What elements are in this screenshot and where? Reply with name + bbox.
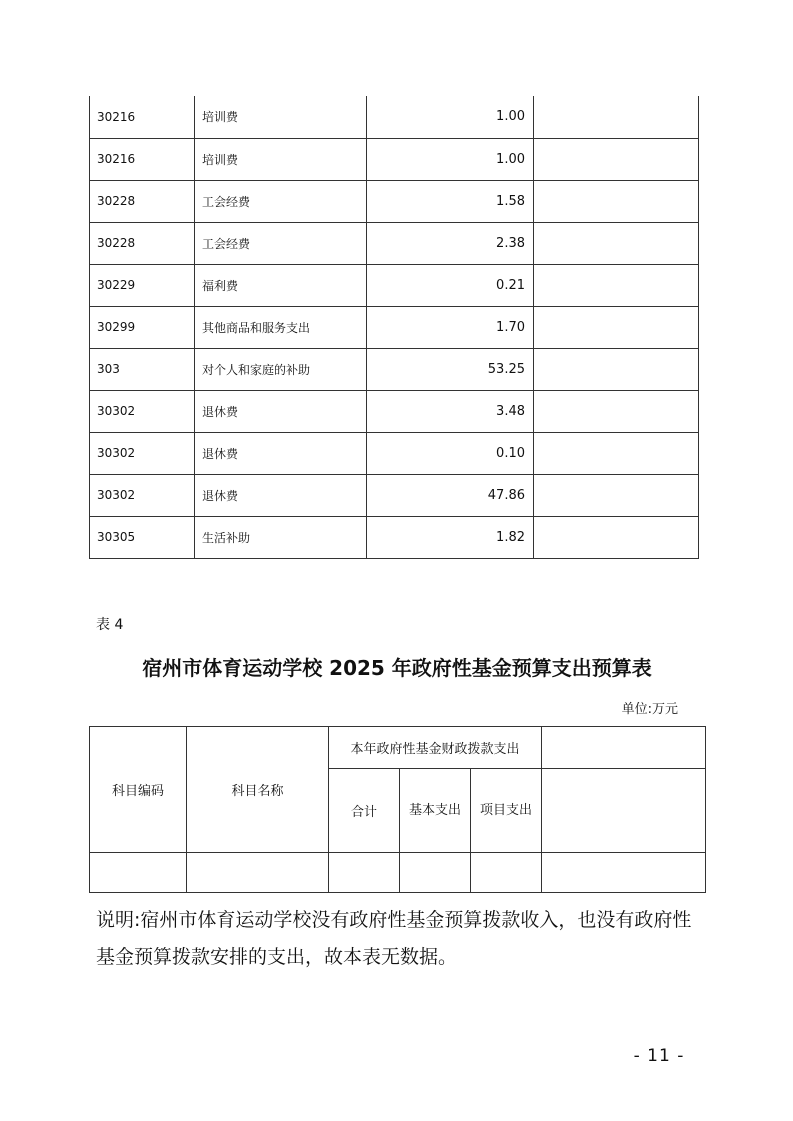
empty-cell — [534, 264, 699, 306]
header-basic: 基本支出 — [400, 769, 471, 853]
table-row — [90, 222, 699, 264]
header-total: 合计 — [329, 769, 400, 853]
empty-cell — [400, 853, 471, 893]
page-number: - 11 - — [633, 1046, 685, 1066]
table-row — [90, 180, 699, 222]
header-code: 科目编码 — [90, 727, 187, 853]
amount-cell: 2.38 — [367, 222, 534, 264]
name-cell: 对个人和家庭的补助 — [195, 348, 367, 390]
empty-cell — [90, 853, 187, 893]
table-row — [90, 432, 699, 474]
table-number: 表 4 — [96, 617, 124, 633]
amount-cell: 1.58 — [367, 180, 534, 222]
name-cell: 退休费 — [195, 432, 367, 474]
header-group: 本年政府性基金财政拨款支出 — [329, 727, 542, 769]
code-cell: 303 — [90, 348, 195, 390]
code-cell: 30305 — [90, 516, 195, 558]
amount-cell: 1.00 — [367, 138, 534, 180]
name-cell: 退休费 — [195, 390, 367, 432]
header-project: 项目支出 — [471, 769, 542, 853]
name-cell: 福利费 — [195, 264, 367, 306]
unit-label: 单位:万元 — [621, 702, 678, 717]
name-cell: 培训费 — [195, 138, 367, 180]
code-cell: 30228 — [90, 180, 195, 222]
expense-table-body — [90, 96, 699, 558]
code-cell: 30302 — [90, 474, 195, 516]
table-row — [90, 264, 699, 306]
empty-cell — [471, 853, 542, 893]
code-cell: 30302 — [90, 432, 195, 474]
name-cell: 工会经费 — [195, 222, 367, 264]
empty-cell — [534, 138, 699, 180]
amount-cell: 3.48 — [367, 390, 534, 432]
empty-cell — [534, 474, 699, 516]
table-row — [90, 516, 699, 558]
table-row — [90, 474, 699, 516]
amount-cell: 0.21 — [367, 264, 534, 306]
amount-cell: 1.70 — [367, 306, 534, 348]
header-extra — [542, 727, 706, 769]
table-row — [90, 390, 699, 432]
empty-cell — [542, 853, 706, 893]
amount-cell: 1.00 — [367, 96, 534, 138]
code-cell: 30216 — [90, 138, 195, 180]
code-cell: 30229 — [90, 264, 195, 306]
code-cell: 30216 — [90, 96, 195, 138]
code-cell: 30299 — [90, 306, 195, 348]
table-row — [90, 138, 699, 180]
empty-data-row — [90, 853, 706, 893]
name-cell: 退休费 — [195, 474, 367, 516]
code-cell: 30228 — [90, 222, 195, 264]
amount-cell: 53.25 — [367, 348, 534, 390]
empty-cell — [187, 853, 329, 893]
empty-cell — [534, 390, 699, 432]
table-row — [90, 306, 699, 348]
expense-table — [89, 96, 699, 559]
header-row — [90, 727, 706, 769]
table-title: 宿州市体育运动学校 2025 年政府性基金预算支出预算表 — [142, 656, 652, 680]
name-cell: 培训费 — [195, 96, 367, 138]
name-cell: 其他商品和服务支出 — [195, 306, 367, 348]
empty-cell — [534, 180, 699, 222]
amount-cell: 0.10 — [367, 432, 534, 474]
amount-cell: 1.82 — [367, 516, 534, 558]
code-cell: 30302 — [90, 390, 195, 432]
amount-cell: 47.86 — [367, 474, 534, 516]
empty-cell — [534, 516, 699, 558]
empty-cell — [534, 432, 699, 474]
header-name: 科目名称 — [187, 727, 329, 853]
name-cell: 生活补助 — [195, 516, 367, 558]
empty-cell — [534, 96, 699, 138]
note-text: 说明:宿州市体育运动学校没有政府性基金预算拨款收入，也没有政府性基金预算拨款安排的支出，故本表无数据。 — [96, 909, 692, 968]
empty-cell — [534, 348, 699, 390]
empty-cell — [534, 306, 699, 348]
table-row — [90, 96, 699, 138]
table-row — [90, 348, 699, 390]
name-cell: 工会经费 — [195, 180, 367, 222]
empty-cell — [329, 853, 400, 893]
empty-cell — [534, 222, 699, 264]
fund-budget-table — [89, 726, 706, 893]
header-extra-sub — [542, 769, 706, 853]
